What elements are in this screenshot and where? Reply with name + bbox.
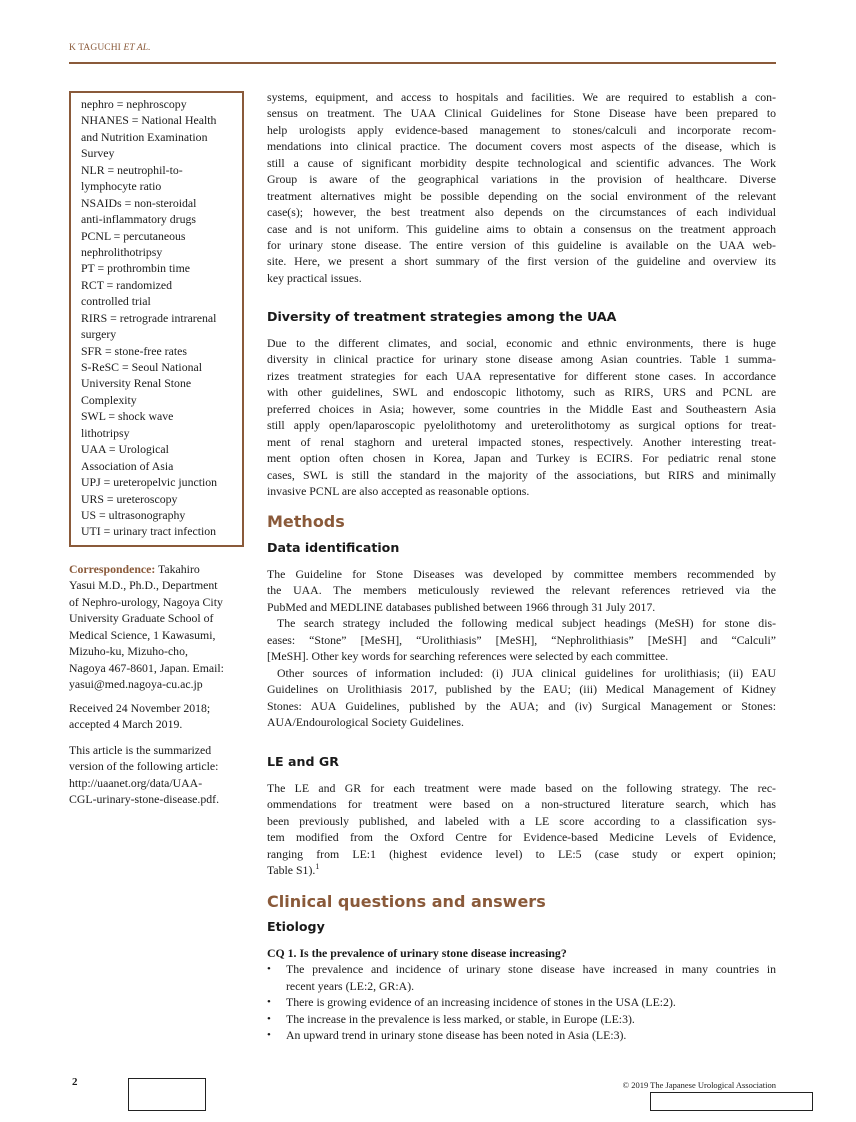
text-line: accepted 4 March 2019.	[69, 717, 183, 732]
text-line: controlled trial	[81, 294, 151, 309]
cq1-answers	[267, 961, 776, 1043]
text-line: The LE and GR for each treatment were made based on the following strategy. The rec-	[267, 781, 776, 795]
text-line: This article is the summarized	[69, 743, 212, 757]
text-line: SFR = stone-free rates	[81, 343, 187, 358]
text-line: There is growing evidence of an increasing incidence of stones in the USA (LE:2).	[286, 995, 676, 1010]
text-line: ommendations for treatment were based on a non-structured literature search, which has	[267, 797, 776, 812]
paragraph	[267, 780, 776, 862]
text-line: diversity in clinical practice for urinary stone disease among Asian countries. Table 1 summa-	[267, 352, 776, 367]
text-line: http://uaanet.org/data/UAA-	[69, 775, 203, 790]
text-line: Received 24 November 2018;	[69, 701, 211, 715]
text-line: preferred choices in Asia; however, some countries in the Middle East and Southeastern Asia	[267, 401, 776, 416]
text-line: PT = prothrombin time	[81, 261, 191, 276]
reference-superscript[interactable]: 1	[315, 862, 320, 872]
text-line: RIRS = retrograde intrarenal	[81, 310, 217, 325]
footer-box-right	[650, 1092, 813, 1111]
text-line: invasive PCNL are also accepted as reasonable options.	[267, 483, 530, 498]
text-line: ment of renal staghorn and ureteral impacted stones, respectively. Another interesting treat-	[267, 434, 776, 449]
text-line: yasui@med.nagoya-cu.ac.jp	[69, 677, 203, 692]
text-line: Due to the different climates, and social, economic and ethnic environments, there is huge	[267, 336, 776, 350]
section-heading-clinical: Clinical questions and answers	[267, 892, 546, 911]
text-line: tem modified from the Oxford Centre for Evidence-based Medicine Levels of Evidence,	[267, 830, 776, 845]
subheading-le-gr: LE and GR	[267, 754, 339, 769]
text-line: CGL-urinary-stone-disease.pdf.	[69, 792, 220, 807]
diversity-paragraph	[267, 335, 776, 499]
text-line: Association of Asia	[81, 458, 174, 473]
bullet-item	[267, 1011, 776, 1027]
text-line: surgery	[81, 327, 117, 342]
correspondence-label: Correspondence:	[69, 562, 156, 576]
text-line: ranging from LE:1 (highest evidence level) to LE:5 (case study or expert opinion;	[267, 846, 776, 861]
data-identification-text	[267, 566, 776, 730]
text-line: mendations into clinical practice. The document covers most aspects of the disease, which is	[267, 139, 776, 154]
text-line: The Guideline for Stone Diseases was developed by committee members recommended by	[267, 567, 776, 581]
text-line: site. Here, we present a short summary of the first version of the guideline and overview its	[267, 254, 776, 269]
correspondence-first-line	[69, 561, 244, 577]
text-line: systems, equipment, and access to hospitals and facilities. We are required to establish a con-	[267, 90, 776, 104]
text-line: US = ultrasonography	[81, 507, 186, 522]
text-line: NSAIDs = non-steroidal	[81, 195, 197, 210]
running-head-etal: ET AL.	[123, 43, 151, 53]
paragraph	[267, 566, 776, 615]
bullet-item	[267, 961, 776, 994]
text-line: and Nutrition Examination	[81, 129, 208, 144]
text-line: Survey	[81, 146, 115, 161]
text-line: recent years (LE:2, GR:A).	[286, 978, 415, 993]
text-line: URS = ureteroscopy	[81, 491, 178, 506]
text-line: treatment alternatives might be possible depending on the social environment of the relevant	[267, 188, 776, 203]
text-line: case and is not uniform. This guideline aims to obtain a consensus on the treatment approach	[267, 221, 776, 236]
correspondence	[69, 561, 244, 693]
text-line: key practical issues.	[267, 270, 362, 285]
cq1-block	[267, 945, 776, 1044]
text-line: Yasui M.D., Ph.D., Department	[69, 578, 218, 593]
bullet-icon: •	[267, 1012, 271, 1025]
text-line: The search strategy included the following medical subject headings (MeSH) for stone dis-	[277, 616, 776, 631]
text-line: anti-inflammatory drugs	[81, 212, 196, 227]
text-line: NLR = neutrophil-to-	[81, 162, 183, 177]
paragraph	[267, 665, 776, 731]
text-line: version of the following article:	[69, 759, 219, 774]
text-line: lymphocyte ratio	[81, 179, 162, 194]
correspondence-address	[69, 577, 244, 692]
text-line: Medical Science, 1 Kawasumi,	[69, 627, 216, 642]
text-line: SWL = shock wave	[81, 409, 174, 424]
copyright: © 2019 The Japanese Urological Association	[622, 1080, 776, 1090]
text-line: UTI = urinary tract infection	[81, 524, 217, 539]
text-line: sensus on treatment. The UAA Clinical Guidelines for Stone Disease have been prepared to	[267, 106, 776, 121]
text-line: The increase in the prevalence is less marked, or stable, in Europe (LE:3).	[286, 1011, 635, 1026]
text-line: eases: “Stone” [MeSH], “Urolithiasis” [MeSH], “Nephrolithiasis” [MeSH] and “Calculi”	[267, 632, 776, 647]
text-line: lithotripsy	[81, 425, 130, 440]
text-line: PCNL = percutaneous	[81, 228, 186, 243]
running-head-author: K TAGUCHI	[69, 43, 124, 53]
text-line: help urologists apply evidence-based management to stones/calculi and incorporate recom-	[267, 122, 776, 137]
article-note	[69, 742, 244, 808]
subheading-etiology: Etiology	[267, 919, 325, 934]
abbreviations-list	[81, 96, 241, 540]
text-line: still apply open/laparoscopic pyelolithotomy and ureterolithotomy as surgical options for treat-	[267, 418, 776, 433]
text-line: UAA = Urological	[81, 442, 169, 457]
text-line: case(s); however, the best treatment also depends on the circumstances of each individual	[267, 205, 776, 220]
text-line: Guidelines on Urolithiasis 2017, published by the EAU; (iii) Medical Management of Kidney	[267, 682, 776, 697]
text-line: nephrolithotripsy	[81, 244, 163, 259]
text-line: AUA/Endourological Society Guidelines.	[267, 714, 464, 729]
text-line: PubMed and MEDLINE databases published between 1966 through 31 July 2017.	[267, 599, 656, 614]
correspondence-name: Takahiro	[155, 562, 200, 576]
running-head	[69, 43, 151, 53]
text-line: University Graduate School of	[69, 611, 214, 626]
bullet-icon: •	[267, 996, 271, 1009]
text-line: the UAA. The members meticulously reviewed the relevant references retrieved via the	[267, 583, 776, 598]
text-line: of Nephro-urology, Nagoya City	[69, 594, 223, 609]
text-line: Nagoya 467-8601, Japan. Email:	[69, 660, 224, 675]
text-line: An upward trend in urinary stone disease has been noted in Asia (LE:3).	[286, 1028, 627, 1043]
text-line: Stones: AUA Guidelines, published by the AUA; and (iv) Surgical Management or Stones:	[267, 698, 776, 713]
text-line: ment option often chosen in Korea, Japan and Turkey is ECIRS. For pediatric renal stone	[267, 451, 776, 466]
text-line: Mizuho-ku, Mizuho-cho,	[69, 644, 188, 659]
text-line: The prevalence and incidence of urinary stone disease have increased in many countries in	[286, 962, 776, 977]
line-text: Table S1).	[267, 863, 316, 878]
text-line: Complexity	[81, 392, 137, 407]
bullet-icon: •	[267, 963, 271, 976]
bullet-item	[267, 994, 776, 1010]
text-line: Other sources of information included: (i) JUA clinical guidelines for urolithiasis; (ii) EAU	[277, 665, 776, 680]
section-heading-diversity: Diversity of treatment strategies among the UAA	[267, 309, 617, 324]
paragraph	[267, 615, 776, 664]
text-line: [MeSH]. Other key words for searching references were selected by each committee.	[267, 649, 669, 664]
bullet-icon: •	[267, 1029, 271, 1042]
text-line: NHANES = National Health	[81, 113, 217, 128]
cq1-question: CQ 1. Is the prevalence of urinary stone disease increasing?	[267, 946, 567, 960]
bullet-item	[267, 1027, 776, 1043]
received-dates	[69, 700, 244, 733]
text-line: for urinary stone disease. The entire version of this guideline is available on the UAA web-	[267, 237, 776, 252]
paragraph-last-line	[267, 862, 776, 878]
page-number: 2	[72, 1076, 78, 1088]
le-gr-paragraph	[267, 780, 776, 879]
text-line: nephro = nephroscopy	[81, 97, 187, 111]
text-line: been previously published, and labeled with a LE score according to a classification sys-	[267, 813, 776, 828]
intro-paragraph	[267, 89, 776, 286]
text-line: still a cause of significant morbidity despite technological and scientific advances. The Work	[267, 155, 776, 170]
text-line: Group is aware of the geographical variations in the provision of healthcare. Diverse	[267, 172, 776, 187]
text-line: cases, SWL is still the standard in the majority of the associations, but RIRS and minimally	[267, 467, 776, 482]
text-line: RCT = randomized	[81, 277, 172, 292]
subheading-data-identification: Data identification	[267, 540, 400, 555]
text-line: UPJ = ureteropelvic junction	[81, 475, 218, 490]
text-line: with other guidelines, SWL and endoscopic lithotomy, such as RIRS, URS and PCNL are	[267, 385, 776, 400]
text-line: rizes treatment strategies for each UAA representative for different stone cases. In accordance	[267, 368, 776, 383]
header-rule	[69, 62, 776, 64]
section-heading-methods: Methods	[267, 512, 345, 531]
footer-box-left	[128, 1078, 206, 1111]
text-line: S-ReSC = Seoul National	[81, 360, 203, 374]
text-line: University Renal Stone	[81, 376, 192, 391]
